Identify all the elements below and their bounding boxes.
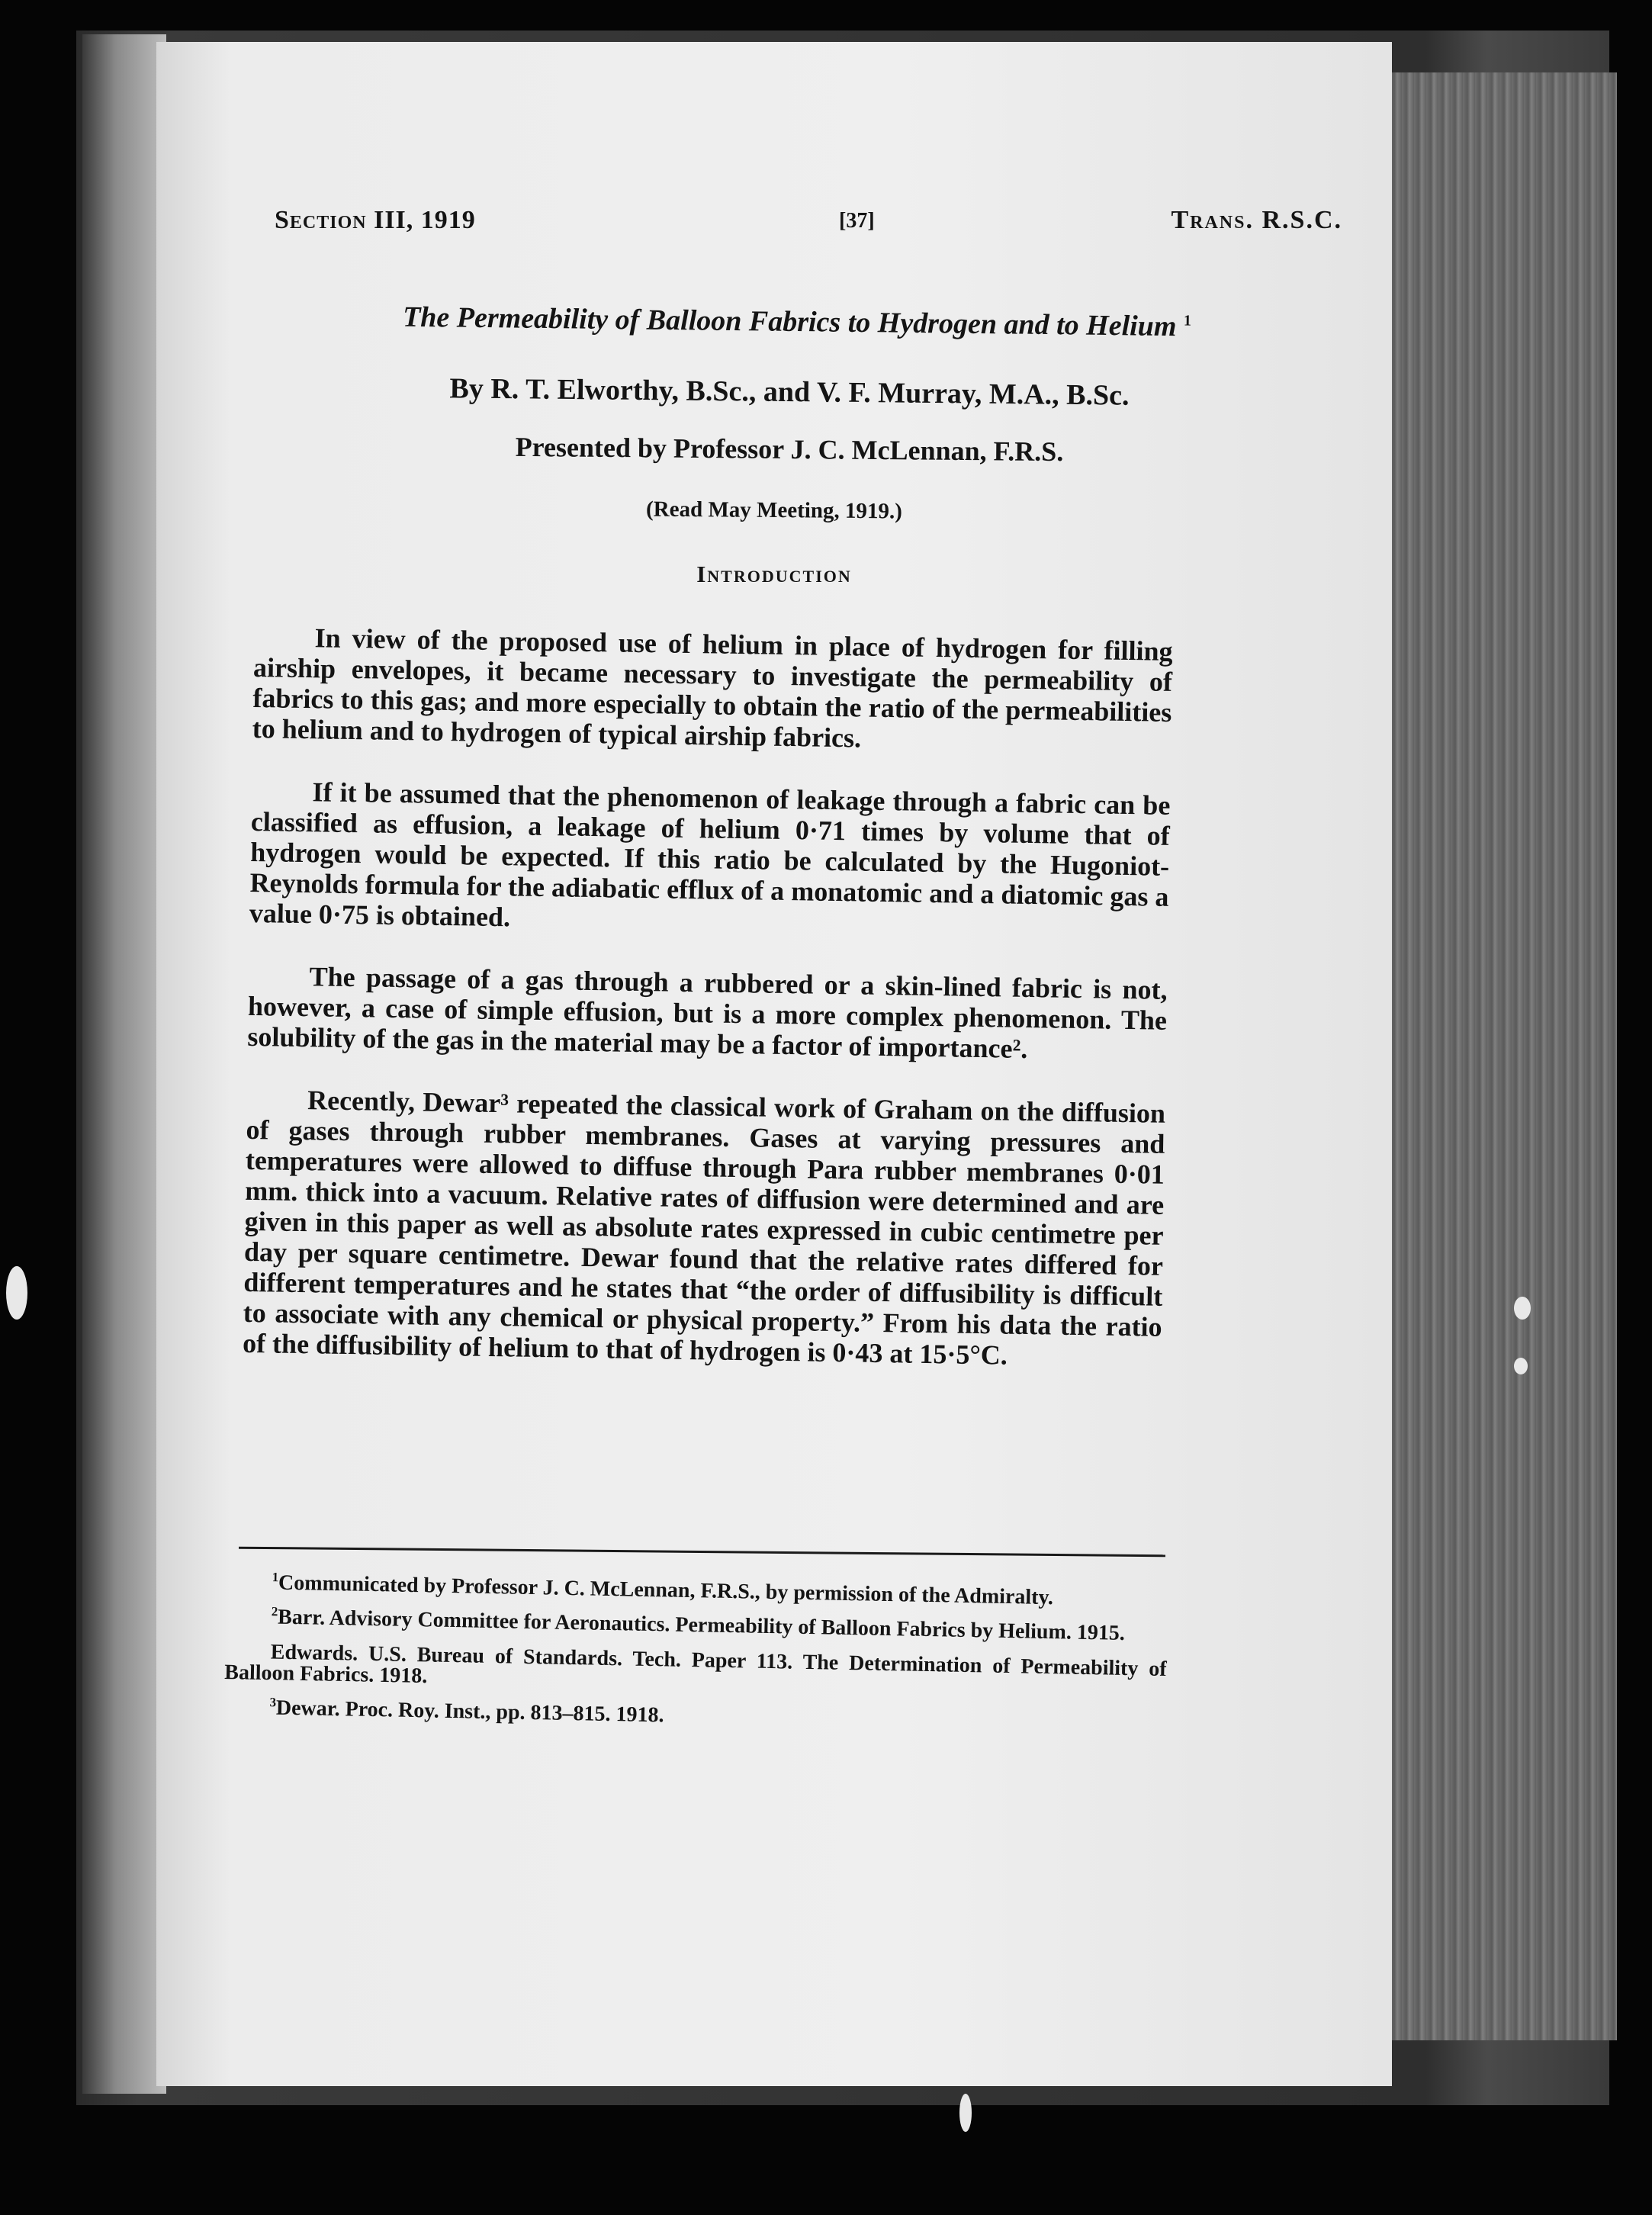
footnote-text: Communicated by Professor J. C. McLennan, F.R.S., by permission of the Admiralty.	[278, 1570, 1054, 1610]
footnote	[224, 1635, 1167, 1702]
document-page	[156, 42, 1392, 2086]
footnote-divider	[239, 1547, 1165, 1558]
book-binding-shadow	[82, 34, 166, 2094]
paragraph: The passage of a gas through a rubbered or a skin-lined fabric is not, however, a case of simple effusion, but is a more complex phenomenon. The solubility of the gas in the material may be a factor of importance².	[247, 961, 1168, 1064]
book-page-edges	[1365, 72, 1617, 2040]
footnote-mark: 3	[269, 1695, 277, 1710]
film-speck	[959, 2094, 972, 2132]
footnotes	[223, 1566, 1168, 1744]
presented-by-line: Presented by Professor J. C. McLennan, F.R.S.	[515, 431, 1064, 468]
footnote-text: Barr. Advisory Committee for Aeronautics. Permeability of Balloon Fabrics by Helium. 1915.	[277, 1605, 1126, 1646]
section-label: Section III, 1919	[275, 206, 476, 234]
title-footnote-mark: 1	[1183, 312, 1192, 330]
body-text	[242, 622, 1173, 1405]
paragraph: If it be assumed that the phenomenon of leakage through a fabric can be classified as effusion, a leakage of helium 0·71 times by volume that of hydrogen would be expected. If this ratio be calculated by the Hugoniot-Reynolds formula for the adiabatic efflux of a monatomic and a diatomic gas a value 0·75 is obtained.	[249, 776, 1171, 933]
journal-label: Trans. R.S.C.	[1171, 206, 1342, 234]
paragraph: Recently, Dewar³ repeated the classical work of Graham on the diffusion of gases through rubber membranes. Gases at varying pressures and temperatures were allowed to diffuse through Para rubber membranes 0·01 mm. thick into a vacuum. Relative rates of diffusion were determined and are given in this paper as well as absolute rates expressed in cubic centimetre per day per square centimetre. Dewar found that the relative rates differed for different temperatures and he states that “the order of diffusibility is difficult to associate with any chemical or physical property.” From his data the ratio of the diffusibility of helium to that of hydrogen is 0·43 at 15·5°C.	[242, 1085, 1166, 1371]
footnote-text: Dewar. Proc. Roy. Inst., pp. 813–815. 1918.	[275, 1696, 664, 1728]
footnote-text: Edwards. U.S. Bureau of Standards. Tech. Paper 113. The Determination of Permeability of Balloon Fabrics. 1918.	[224, 1640, 1167, 1689]
section-heading: Introduction	[696, 561, 852, 587]
running-header	[275, 206, 1342, 252]
film-speck	[6, 1266, 27, 1320]
film-speck	[1514, 1297, 1531, 1320]
footnote-mark: 2	[271, 1604, 278, 1619]
film-speck	[1514, 1358, 1528, 1374]
paragraph: In view of the proposed use of helium in place of hydrogen for filling airship envelopes, it became necessary to investigate the permeability of fabrics to this gas; and more especially to obtain the ratio of the permeabilities to helium and to hydrogen of typical airship fabrics.	[252, 622, 1173, 754]
title-text: The Permeability of Balloon Fabrics to Hydrogen and to Helium	[402, 301, 1177, 343]
footnote-mark: 1	[272, 1570, 279, 1585]
article-title	[233, 298, 1361, 346]
page-number: [37]	[839, 209, 875, 233]
authors-line: By R. T. Elworthy, B.Sc., and V. F. Murray, M.A., B.Sc.	[449, 372, 1130, 412]
read-date-line: (Read May Meeting, 1919.)	[645, 497, 903, 524]
